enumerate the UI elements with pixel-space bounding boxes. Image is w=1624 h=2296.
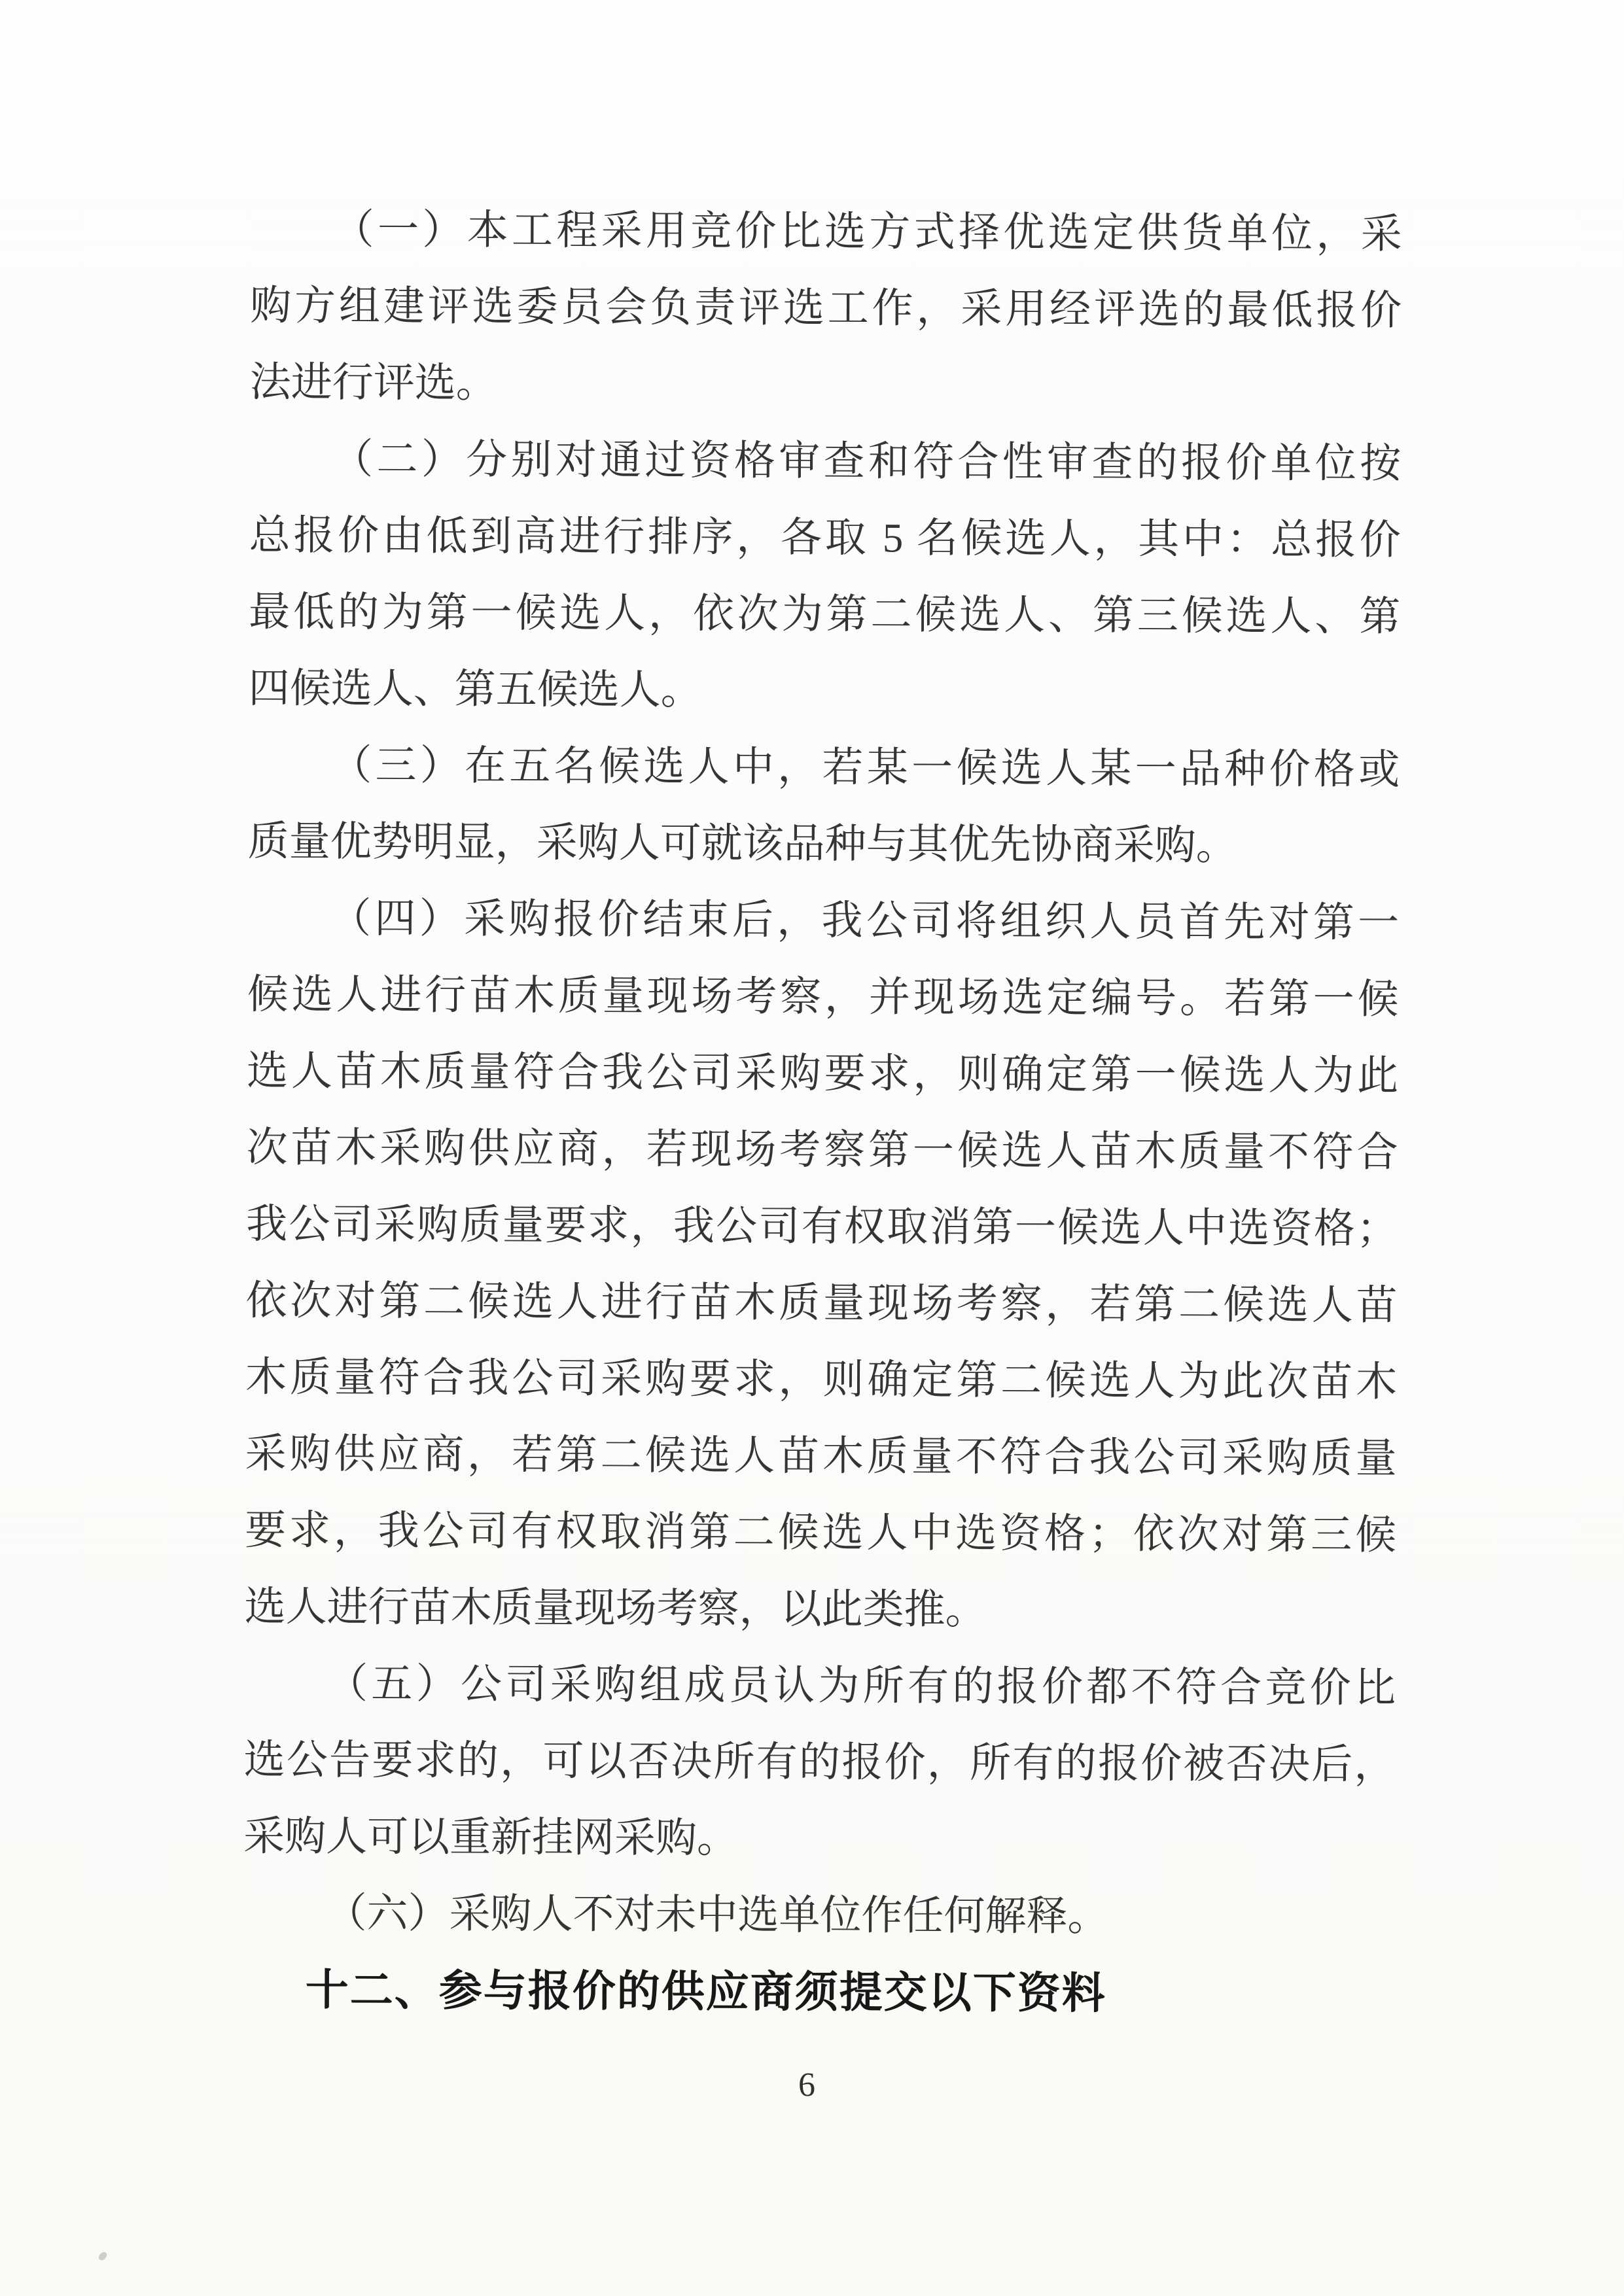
paragraph-clause-2 <box>248 421 1401 732</box>
text-line: 次苗木采购供应商，若现场考察第一候选人苗木质量不符合 <box>246 1124 1398 1175</box>
paragraph-clause-4 <box>244 880 1399 1650</box>
paragraph-clause-3 <box>247 727 1400 885</box>
text-line: （五）公司采购组成员认为所有的报价都不符合竞价比 <box>326 1660 1396 1711</box>
page-number: 6 <box>798 2066 815 2104</box>
text-line: 选公告要求的，可以否决所有的报价，所有的报价被否决后， <box>243 1737 1396 1788</box>
text-line: 选人苗木质量符合我公司采购要求，则确定第一候选人为此 <box>246 1048 1399 1099</box>
text-line: （一）本工程采用竞价比选方式择优选定供货单位，采 <box>332 206 1402 257</box>
text-line: 木质量符合我公司采购要求，则确定第二候选人为此次苗木 <box>245 1354 1398 1405</box>
text-line: 质量优势明显，采购人可就该品种与其优先协商采购。 <box>247 818 1237 869</box>
text-line: 我公司采购质量要求，我公司有权取消第一候选人中选资格； <box>245 1201 1398 1252</box>
text-line: （二）分别对通过资格审查和符合性审查的报价单位按 <box>332 436 1402 487</box>
text-line: 最低的为第一候选人，依次为第二候选人、第三候选人、第 <box>249 589 1401 640</box>
text-line: （六）采购人不对未中选单位作任何解释。 <box>325 1890 1109 1939</box>
text-line: （三）在五名候选人中，若某一候选人某一品种价格或 <box>330 742 1400 793</box>
text-line: 要求，我公司有权取消第二候选人中选资格；依次对第三候 <box>244 1507 1397 1558</box>
text-line: 采购供应商，若第二候选人苗木质量不符合我公司采购质量 <box>245 1431 1397 1482</box>
text-line: 采购人可以重新挂网采购。 <box>243 1813 739 1862</box>
text-line: 四候选人、第五候选人。 <box>248 665 702 714</box>
paragraph-clause-6 <box>243 1875 1394 1957</box>
text-line: 选人进行苗木质量现场考察，以此类推。 <box>244 1584 987 1633</box>
page-content <box>243 191 1402 2033</box>
text-line: 候选人进行苗木质量现场考察，并现场选定编号。若第一候 <box>247 971 1399 1022</box>
text-line: 法进行评选。 <box>249 359 497 406</box>
text-line: 总报价由低到高进行排序，各取 5 名候选人，其中：总报价 <box>249 512 1401 563</box>
text-line: （四）采购报价结束后，我公司将组织人员首先对第一 <box>330 895 1400 946</box>
paragraph-clause-5 <box>243 1645 1396 1880</box>
paragraph-clause-1 <box>249 191 1402 426</box>
text-line: 购方组建评选委员会负责评选工作，采用经评选的最低报价 <box>250 283 1402 334</box>
text-line: 依次对第二候选人进行苗木质量现场考察，若第二候选人苗 <box>245 1278 1398 1329</box>
scan-speck <box>97 2250 108 2261</box>
text-line: 十二、参与报价的供应商须提交以下资料 <box>305 1965 1106 2017</box>
section-heading <box>243 1951 1394 2033</box>
